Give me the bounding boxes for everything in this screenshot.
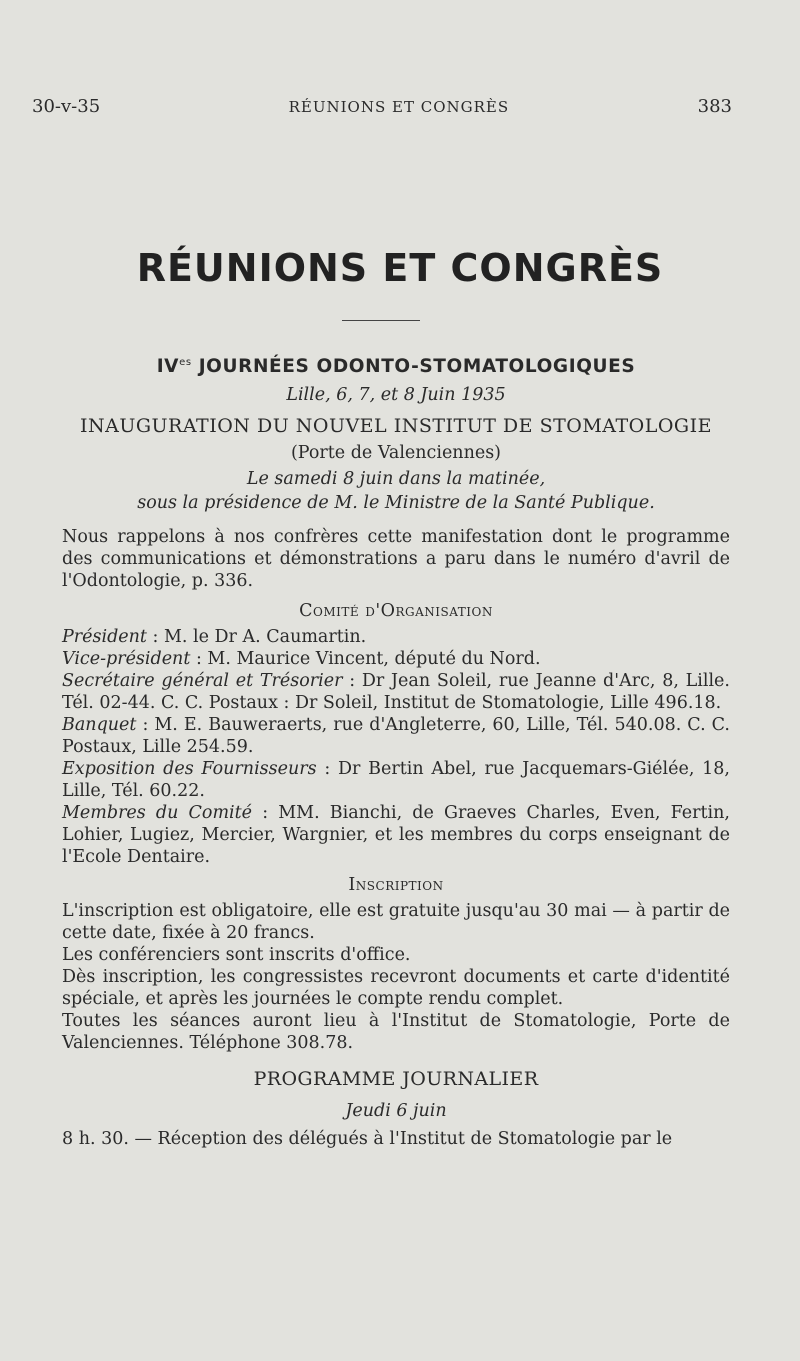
text-column xyxy=(62,348,730,1150)
section-heading-sup: es xyxy=(179,357,192,368)
running-head-date: 30-v-35 xyxy=(32,96,101,117)
intro-paragraph: Nous rappelons à nos confrères cette manifestation dont le programme des communications et démonstrations a paru dans le numéro d'avril de l'Odontologie, p. 336. xyxy=(62,527,730,592)
secretary-value: : Dr Jean Soleil, rue Jeanne d'Arc, 8, Lille. Tél. 02-44. C. C. Postaux : Dr Soleil, Institut de Stomatologie, Lille 496.18. xyxy=(62,671,730,714)
main-title: RÉUNIONS ET CONGRÈS xyxy=(136,246,664,290)
section-heading-prefix: IV xyxy=(156,356,180,378)
committee-secretary xyxy=(62,670,730,714)
inscription-p4: Toutes les séances auront lieu à l'Institut de Stomatologie, Porte de Valenciennes. Téléphone 308.78. xyxy=(62,1011,730,1054)
inauguration-line: INAUGURATION DU NOUVEL INSTITUT DE STOMATOLOGIE xyxy=(80,415,712,438)
vice-label: Vice-président xyxy=(62,649,191,670)
banquet-label: Banquet xyxy=(62,715,137,736)
vice-value: : M. Maurice Vincent, député du Nord. xyxy=(190,649,541,670)
inscription-p3: Dès inscription, les congressistes recevront documents et carte d'identité spéciale, et après les journées le compte rendu complet. xyxy=(62,967,730,1010)
inscription-p2: Les conférenciers sont inscrits d'office. xyxy=(62,945,411,966)
running-head-title: RÉUNIONS ET CONGRÈS xyxy=(288,98,510,116)
exposition-label: Exposition des Fournisseurs xyxy=(62,759,317,780)
when-line: Le samedi 8 juin dans la matinée, xyxy=(246,469,546,490)
committee-president xyxy=(62,626,730,648)
inscription-p1: L'inscription est obligatoire, elle est gratuite jusqu'au 30 mai — à partir de cette date, fixée à 20 francs. xyxy=(62,901,730,944)
programme-first-item: 8 h. 30. — Réception des délégués à l'Institut de Stomatologie par le xyxy=(62,1129,673,1150)
president-label: Président xyxy=(62,627,147,648)
programme-heading: PROGRAMME JOURNALIER xyxy=(253,1068,539,1091)
president-value: : M. le Dr A. Caumartin. xyxy=(146,627,367,648)
committee-members xyxy=(62,802,730,868)
committee-banquet xyxy=(62,714,730,758)
committee-heading: Comité d'Organisation xyxy=(299,601,493,622)
location-line: (Porte de Valenciennes) xyxy=(290,443,502,464)
members-value: : MM. Bianchi, de Graeves Charles, Even, Fertin, Lohier, Lugiez, Mercier, Wargnier, et les membres du corps enseignant de l'Ecole Dentaire. xyxy=(62,803,730,868)
page-number: 383 xyxy=(697,96,732,117)
exposition-value: : Dr Bertin Abel, rue Jacquemars-Giélée, 18, Lille, Tél. 60.22. xyxy=(62,759,730,802)
members-label: Membres du Comité xyxy=(62,803,253,824)
running-head xyxy=(32,96,732,117)
place-dates: Lille, 6, 7, et 8 Juin 1935 xyxy=(286,385,506,406)
committee-vice xyxy=(62,648,730,670)
committee-exposition xyxy=(62,758,730,802)
secretary-label: Secrétaire général et Trésorier xyxy=(62,671,343,692)
banquet-value: : M. E. Bauweraerts, rue d'Angleterre, 60, Lille, Tél. 540.08. C. C. Postaux, Lille 254.59. xyxy=(62,715,730,758)
section-heading-rest: JOURNÉES ODONTO-STOMATOLOGIQUES xyxy=(191,356,636,378)
presidence-line: sous la présidence de M. le Ministre de la Santé Publique. xyxy=(137,493,655,514)
section-heading xyxy=(62,348,730,382)
programme-day: Jeudi 6 juin xyxy=(345,1101,447,1122)
title-rule xyxy=(342,320,420,321)
inscription-heading: Inscription xyxy=(348,875,444,896)
